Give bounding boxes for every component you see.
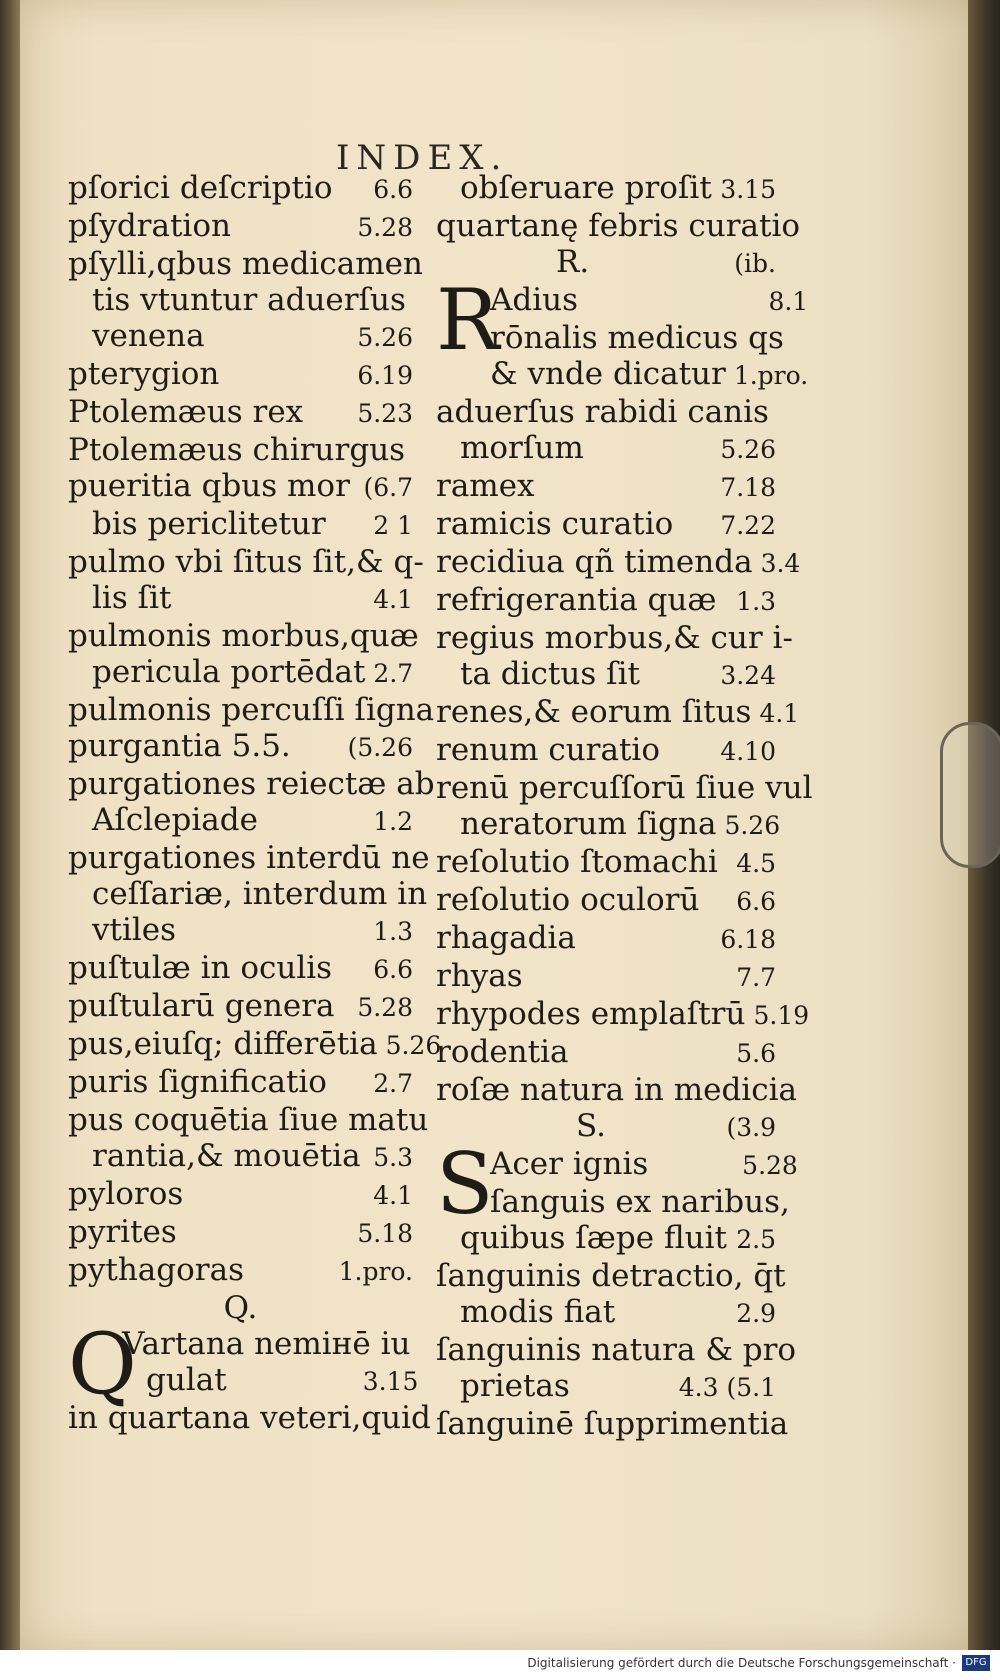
entry-term: purgantia 5.5. [68,728,291,764]
index-entry [68,618,419,654]
entry-term: reſolutio oculorū [436,882,700,918]
entry-term: Acer ignis [490,1146,649,1182]
section-heading-q: Q. [223,1290,258,1326]
entry-term: Vartana nemінē iu [122,1326,411,1362]
index-entry [68,1176,413,1214]
index-entry [122,1362,418,1400]
entry-reference: 4.5 [736,849,776,878]
index-entry [68,950,413,988]
entry-term: venena [92,318,205,354]
entry-reference: 5.26 [720,435,776,464]
index-entry [68,394,413,432]
entry-term: pus coquētia ſiue matu [68,1102,429,1138]
entry-term: ſanguinis natura & pro [436,1332,797,1368]
index-entry [436,1368,776,1406]
drop-cap-r: R [436,271,500,369]
index-entry [490,1146,798,1184]
entry-term: pulmonis percuſſi ſigna [68,692,435,728]
entry-term: renum curatio [436,732,661,768]
entry-term: pſydration [68,208,231,244]
entry-term: ramicis curatio [436,506,674,542]
entry-term: quibus ſæpe fluit [460,1220,727,1256]
entry-term: purgationes reiectæ ab [68,766,435,802]
index-entry [68,692,435,728]
entry-term: rantia,& mouētia [92,1138,361,1174]
initial-q-block [68,1315,419,1413]
initial-s-block [436,1135,798,1233]
entry-reference: 5.3 [373,1143,413,1172]
entry-term: recidiua qñ timenda [436,544,753,580]
index-entry [436,544,801,582]
entry-term: Ptolemæus rex [68,394,304,430]
entry-term: renes,& eorum ſitus [436,694,752,730]
entry-reference: 1.3 [373,917,413,946]
index-entry [68,580,413,618]
right-column [436,170,813,1442]
entry-reference: 1.3 [736,587,776,616]
entry-reference: 3.4 [760,549,801,578]
entry-term: neratorum ſigna [460,806,717,842]
entry-term: reſolutio ſtomachi [436,844,718,880]
index-entry [68,1214,413,1252]
index-entry [436,1220,776,1258]
index-entry [436,844,776,882]
left-entries [68,170,442,1290]
entry-term: ſanguinē ſupprimentia [436,1406,789,1442]
index-entry [122,1326,418,1362]
entry-reference: 3.15 [720,175,776,204]
entry-term: puſtulæ in oculis [68,950,333,986]
index-entry [436,770,813,806]
left-column [68,170,442,1436]
index-entry [68,468,413,506]
entry-reference: 5.23 [357,399,413,428]
entry-term: morſum [460,430,584,466]
index-entry [490,1184,798,1220]
entry-reference: (5.26 [347,733,413,762]
entry-reference: 4.1 [373,585,413,614]
index-entry [436,996,810,1034]
section-heading-r: R. (ib. [556,244,776,280]
entry-term: refrigerantia quæ [436,582,717,618]
binding-edge [0,0,20,1650]
entry-term: tis vtuntur aduerſus [92,282,406,318]
entry-reference: 5.28 [742,1151,798,1180]
index-entry [68,1400,431,1436]
index-entry [68,1138,413,1176]
index-entry [490,356,808,394]
entry-term: ſanguis ex naribus, [490,1184,790,1220]
entry-reference: 3.15 [362,1367,419,1396]
index-entry [436,468,776,506]
entry-term: in quartana veteri,quid [68,1400,431,1436]
entry-term: Aſclepiade [92,802,258,838]
entry-term: vtiles [92,912,177,948]
entry-reference: 4.3 (5.1 [678,1373,776,1402]
index-entry [436,582,776,620]
entry-term: obſeruare proſit [460,170,712,206]
entry-term: pulmonis morbus,quæ [68,618,419,654]
entry-reference: 3.24 [720,661,776,690]
entry-term: pythagoras [68,1252,244,1288]
entry-term: pulmo vbi ſitus ſit,& q- [68,544,424,580]
entry-reference: 4.1 [373,1181,413,1210]
entry-reference: 5.26 [724,811,781,840]
dfg-logo: DFG [962,1655,990,1671]
index-entry [68,988,413,1026]
page-header: INDEX. [336,138,509,178]
entry-term: roſæ natura in medicia [436,1072,797,1108]
entry-reference: 2.7 [373,659,414,688]
footer-bar [0,1650,1000,1680]
entry-term: rodentia [436,1034,569,1070]
entry-term: ta dictus ſit [460,656,640,692]
entry-reference: 6.19 [357,361,413,390]
index-entry [436,1072,797,1108]
drop-cap-q: Q [68,1315,137,1413]
index-entry [68,802,413,840]
entry-term: Adius [490,282,579,318]
entry-term: quartanę febris curatio [436,208,801,244]
entry-reference: 8.1 [768,287,809,316]
index-entry [436,1034,776,1072]
entry-term: pſylli,qbus medicamen [68,246,423,282]
index-entry [68,912,413,950]
index-entry [436,1406,789,1442]
entry-term: puris ſignificatio [68,1064,327,1100]
entry-term: & vnde dicatur [490,356,726,392]
entry-reference: 1.pro. [733,361,809,390]
entry-reference: (6.7 [363,473,413,502]
entry-reference: 5.18 [357,1219,413,1248]
index-entry [68,170,413,208]
index-entry [436,1332,797,1368]
entry-term: rōnalis medicus qs [490,320,784,356]
entry-reference: 5.28 [357,213,413,242]
index-entry [68,766,435,802]
entry-reference: 6.18 [720,925,776,954]
index-entry [68,1252,413,1290]
entry-term: modis fiat [460,1294,616,1330]
entry-term: ramex [436,468,535,504]
index-entry [490,282,808,320]
entry-term: purgationes interdū ne [68,840,430,876]
entry-term: ſanguinis detractio, q̄t [436,1258,786,1294]
entry-reference: 7.22 [720,511,776,540]
entry-reference: 4.10 [720,737,776,766]
index-entry [436,694,800,732]
index-entry [68,432,413,468]
entry-term: pus,eiuſq; differētia [68,1026,378,1062]
entry-term: aduerſus rabidi canis [436,394,769,430]
entry-term: pterygion [68,356,220,392]
index-entry [436,958,776,996]
entry-term: pyloros [68,1176,184,1212]
drop-cap-s: S [436,1135,494,1233]
entry-term: bis periclitetur [92,506,326,542]
entry-term: ceſſariæ, interdum in [92,876,428,912]
entry-term: pueritia qbus mor [68,468,350,504]
entry-term: gulat [146,1362,227,1398]
initial-r-block [436,271,809,394]
entry-term: pyrites [68,1214,177,1250]
index-entry [68,318,413,356]
index-entry [436,806,781,844]
entry-term: rhagadia [436,920,576,956]
entry-term: Ptolemæus chirurgus [68,432,406,468]
section-heading-s: S. (3.9 [576,1108,776,1144]
entry-reference: 2 1 [373,511,413,540]
entry-term: renū percuſſorū ſiue vul [436,770,813,806]
clasp-loop [940,722,1000,868]
index-entry [68,1026,442,1064]
entry-reference: 7.18 [720,473,776,502]
entry-reference: 5.6 [736,1039,776,1068]
entry-reference: 1.pro. [338,1257,413,1286]
entry-term: regius morbus,& cur i- [436,620,793,656]
index-entry [68,728,413,766]
footer-credit: Digitalisierung gefördert durch die Deutsche Forschungsgemeinschaft · [527,1656,956,1670]
entry-reference: 6.6 [373,175,413,204]
entry-reference: 5.26 [357,323,413,352]
entry-reference: 1.2 [373,807,413,836]
index-entry [68,282,413,318]
entry-reference: 6.6 [736,887,776,916]
index-entry [436,882,776,920]
left-after-entries [68,1400,431,1436]
index-entry [68,1102,429,1138]
index-entry [436,394,776,430]
index-entry [68,208,413,246]
entry-reference: 2.9 [736,1299,776,1328]
entry-term: prietas [460,1368,570,1404]
entry-reference: 2.5 [736,1225,776,1254]
entry-term: pſorici deſcriptio [68,170,333,206]
entry-reference: 4.1 [759,699,800,728]
index-entry [490,320,808,356]
index-entry [436,920,776,958]
index-entry [436,732,776,770]
index-entry [436,208,801,244]
entry-term: rhyas [436,958,523,994]
entry-term: lis ſit [92,580,172,616]
entry-reference: 5.28 [357,993,413,1022]
index-entry [68,544,424,580]
entry-reference: 5.26 [385,1031,442,1060]
index-entry [436,506,776,544]
index-entry [436,1258,786,1294]
index-entry [68,506,413,544]
entry-term: pericula portēdat [92,654,366,690]
entry-reference: 7.7 [736,963,776,992]
index-entry [68,654,413,692]
index-entry [436,1294,776,1332]
index-entry [436,170,776,208]
entry-reference: 6.6 [373,955,413,984]
entry-reference: 2.7 [373,1069,413,1098]
index-entry [68,840,430,876]
index-entry [436,656,776,694]
entry-reference: 5.19 [753,1001,810,1030]
entry-term: puſtularū genera [68,988,335,1024]
index-entry [68,876,428,912]
index-entry [68,1064,413,1102]
index-entry [68,356,413,394]
entry-term: rhypodes emplaſtrū [436,996,746,1032]
index-entry [436,430,776,468]
index-entry [68,246,423,282]
index-entry [436,620,793,656]
